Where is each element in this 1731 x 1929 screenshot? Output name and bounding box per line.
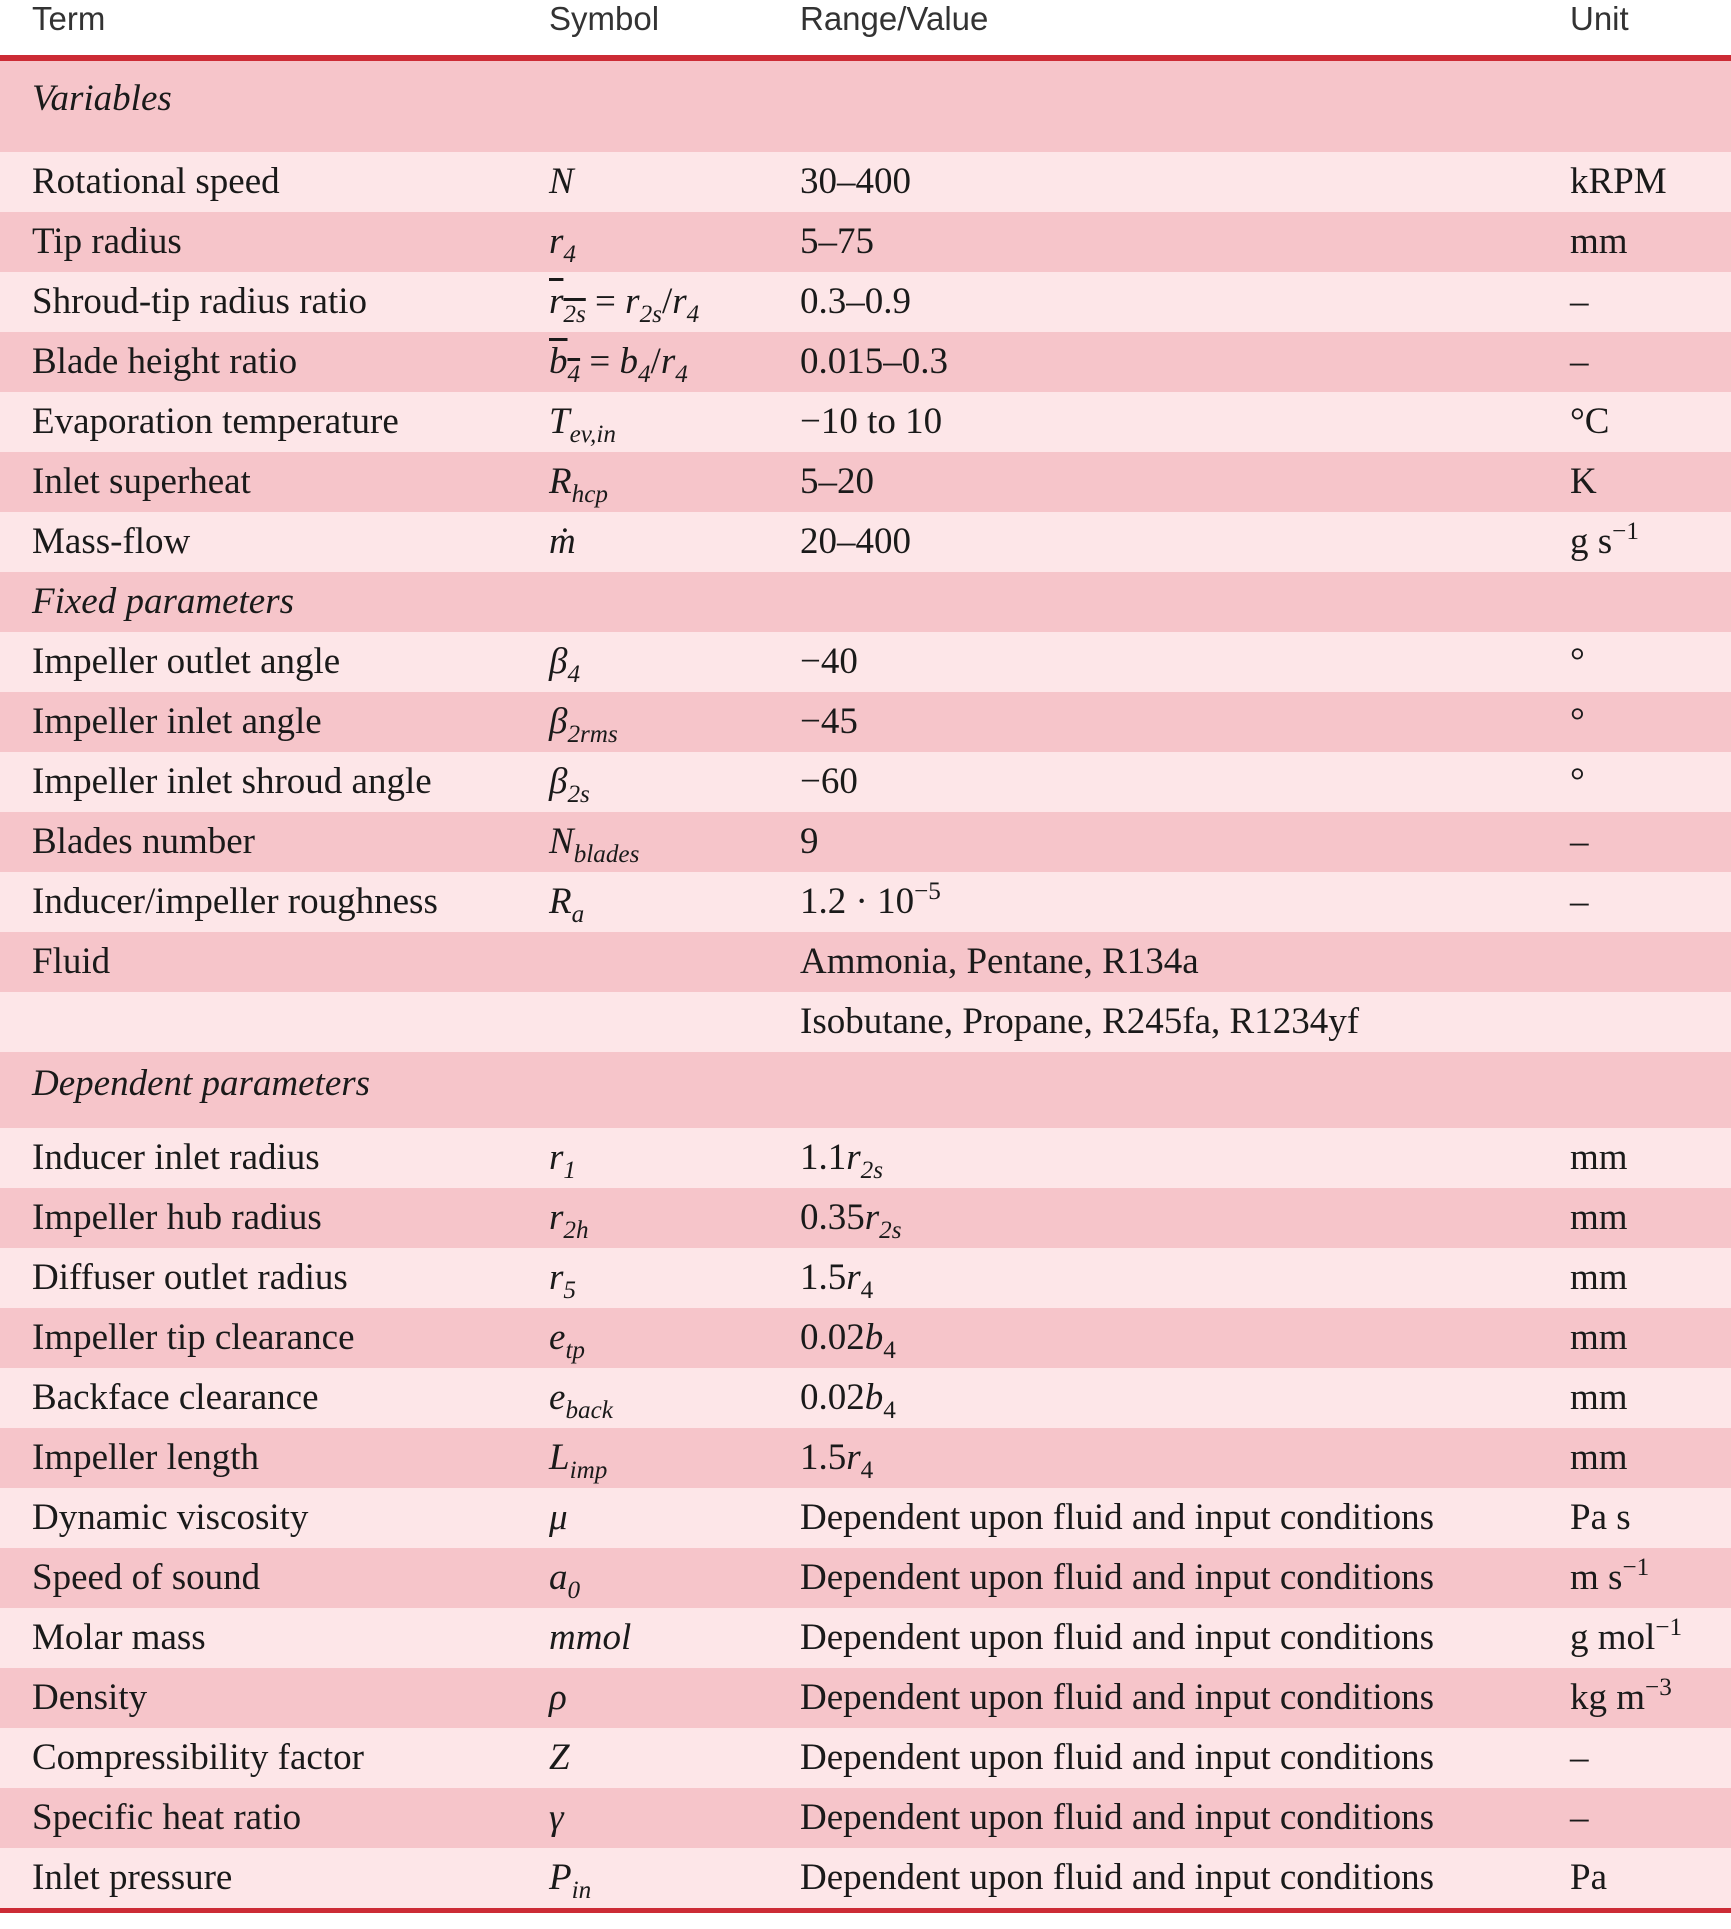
table-row [0,812,1731,872]
symbol-cell [549,212,576,272]
symbol-subscript: 0 [567,1576,581,1604]
table-row [0,1308,1731,1368]
term-cell: Compressibility factor [32,1737,364,1778]
symbol-subscript: a [571,900,585,928]
symbol-subscript: 4 [686,300,700,328]
symbol-text: R [549,881,572,922]
symbol-overline-term [549,281,586,328]
symbol-text: N [549,821,574,862]
term-cell: Impeller outlet angle [32,641,341,682]
symbol-subscript: imp [569,1456,608,1484]
unit-cell: mm [1570,221,1628,262]
unit-exponent: −1 [1622,1554,1650,1582]
section-label: Dependent parameters [32,1063,371,1104]
unit-exponent: −1 [1612,518,1639,546]
table-row [0,392,1731,452]
table-row [0,692,1731,752]
range-cell [800,1128,883,1188]
term-cell: Impeller inlet shroud angle [32,761,432,802]
unit-cell: Pa s [1570,1497,1631,1538]
unit-cell: – [1570,341,1589,382]
symbol-text: R [549,461,572,502]
symbol-text: γ [549,1797,564,1838]
range-cell: −45 [800,701,858,742]
table-row [0,932,1731,992]
range-cell: Ammonia, Pentane, R134a [800,941,1199,982]
symbol-cell [549,1428,607,1488]
term-cell: Inlet pressure [32,1857,233,1898]
range-cell: 20–400 [800,521,911,562]
symbol-cell [549,1248,576,1308]
equals-sign: = [580,341,620,382]
symbol-cell [549,1728,570,1788]
term-cell: Impeller hub radius [32,1197,322,1238]
unit-exponent: −1 [1655,1614,1683,1642]
symbol-text: Z [549,1737,570,1778]
unit-text: kg m [1570,1677,1646,1718]
range-cell [800,1368,896,1428]
table-row [0,1728,1731,1788]
table-row [0,752,1731,812]
section-fixed-parameters [0,572,1731,632]
symbol-subscript: 4 [637,360,651,388]
symbol-cell [549,1188,589,1248]
symbol-cell [549,1548,580,1608]
range-cell [800,1308,896,1368]
symbol-subscript: 2s [639,300,662,328]
unit-text: m s [1570,1557,1623,1598]
range-exponent: −5 [914,878,941,906]
unit-cell [1570,1668,1672,1728]
symbol-cell [549,1848,591,1908]
unit-cell: – [1570,881,1589,922]
unit-text: g s [1570,521,1613,562]
unit-cell: K [1570,461,1597,502]
symbol-subscript: 2s [567,780,590,808]
unit-cell: Pa [1570,1857,1607,1898]
term-cell: Blades number [32,821,255,862]
symbol-subscript: ev,in [569,420,616,448]
term-cell: Fluid [32,941,111,982]
term-cell: Impeller tip clearance [32,1317,355,1358]
unit-cell [1570,512,1639,572]
term-cell: Tip radius [32,221,182,262]
range-symbol: b [864,1377,884,1418]
range-cell: −10 to 10 [800,401,943,442]
table-row [0,1848,1731,1908]
symbol-subscript: 2s [563,300,586,328]
range-cell: Dependent upon fluid and input conditions [800,1497,1435,1538]
table-row [0,272,1731,332]
symbol-text: L [549,1437,570,1478]
table-row [0,1368,1731,1428]
symbol-cell [549,1608,631,1668]
term-cell: Molar mass [32,1617,206,1658]
range-cell [800,1428,873,1488]
term-cell: Inducer inlet radius [32,1137,320,1178]
term-cell: Backface clearance [32,1377,319,1418]
symbol-cell [549,632,580,692]
symbol-cell [549,1668,567,1728]
symbol-text: N [549,161,574,202]
unit-cell: ° [1570,641,1585,682]
symbol-cell [549,392,616,452]
symbol-subscript: tp [565,1336,586,1364]
symbol-text: ṁ [549,521,576,562]
symbol-text: e [549,1317,566,1358]
section-variables [0,61,1731,152]
symbol-text: r [549,1197,564,1238]
range-symbol: r [846,1257,861,1298]
unit-cell: – [1570,281,1589,322]
range-cell: 0.3–0.9 [800,281,911,322]
symbol-subscript: in [571,1876,592,1904]
term-cell: Impeller inlet angle [32,701,322,742]
symbol-subscript: hcp [571,480,608,508]
range-cell: Dependent upon fluid and input conditions [800,1737,1435,1778]
symbol-text: T [549,401,570,442]
symbol-subscript: 4 [563,240,576,268]
table-row [0,212,1731,272]
symbol-subscript: 1 [563,1156,576,1184]
table-row [0,632,1731,692]
term-cell: Diffuser outlet radius [32,1257,348,1298]
term-cell: Shroud-tip radius ratio [32,281,368,322]
term-cell: Density [32,1677,148,1718]
unit-cell: – [1570,1737,1589,1778]
range-subscript: 4 [883,1336,896,1364]
unit-cell: – [1570,1797,1589,1838]
symbol-overline-term [549,341,581,388]
term-cell: Dynamic viscosity [32,1497,309,1538]
range-subscript: 2s [860,1156,884,1184]
symbol-cell [549,872,584,932]
symbol-cell [549,1128,576,1188]
symbol-text: e [549,1377,566,1418]
unit-cell [1570,1548,1649,1608]
symbol-subscript: 4 [675,360,688,388]
unit-cell: mm [1570,1377,1628,1418]
unit-cell: mm [1570,1437,1628,1478]
term-cell: Specific heat ratio [32,1797,302,1838]
range-text: 0.02 [800,1377,865,1418]
symbol-text: P [549,1857,572,1898]
slash: / [650,341,661,382]
symbol-cell [549,692,618,752]
range-text: 1.2 · 10 [800,881,915,922]
range-cell: 9 [800,821,819,862]
symbol-text: r [660,341,676,382]
range-cell: 5–75 [800,221,874,262]
symbol-subscript: 4 [567,360,581,388]
table-row [0,1668,1731,1728]
unit-cell: mm [1570,1197,1628,1238]
term-cell: Mass-flow [32,521,191,562]
symbol-cell [549,452,608,512]
unit-cell [1570,1608,1682,1668]
table-row [0,152,1731,212]
range-symbol: r [864,1197,880,1238]
table-row [0,1128,1731,1188]
symbol-text: b [549,341,568,382]
header-term: Term [32,0,106,37]
table-row [0,1248,1731,1308]
symbol-text: mmol [549,1617,632,1658]
symbol-cell [549,152,574,212]
symbol-text: r [625,281,640,322]
symbol-cell [549,1788,564,1848]
range-subscript: 2s [879,1216,902,1244]
unit-cell: kRPM [1570,161,1667,202]
range-subscript: 4 [883,1396,896,1424]
range-subscript: 4 [860,1456,874,1484]
header-range: Range/Value [800,0,989,37]
symbol-text: β [549,701,568,742]
range-cell: Dependent upon fluid and input conditions [800,1557,1435,1598]
range-cell [800,872,941,932]
unit-cell: ° [1570,701,1585,742]
symbol-text: r [549,1137,564,1178]
term-cell: Impeller length [32,1437,260,1478]
symbol-subscript: 2h [563,1216,589,1244]
range-cell: Dependent upon fluid and input conditions [800,1797,1435,1838]
symbol-text: μ [549,1497,568,1538]
range-text: 1.5 [800,1257,847,1298]
range-text: 0.02 [800,1317,865,1358]
table-row [0,332,1731,392]
range-text: 1.1 [800,1137,847,1178]
symbol-text: ρ [549,1677,567,1718]
table-row [0,1428,1731,1488]
equals-sign: = [585,281,626,322]
term-cell: Speed of sound [32,1557,261,1598]
unit-exponent: −3 [1645,1674,1672,1702]
bottom-rule [0,1908,1731,1913]
symbol-cell [549,332,688,392]
unit-cell: – [1570,821,1589,862]
range-symbol: b [864,1317,884,1358]
symbol-text: β [549,641,568,682]
range-cell: −40 [800,641,858,682]
symbol-cell [549,1488,568,1548]
section-dependent-parameters [0,1052,1731,1128]
symbol-cell [549,752,590,812]
symbol-subscript: back [565,1396,613,1424]
range-cell: Dependent upon fluid and input conditions [800,1617,1435,1658]
range-cell [800,1248,873,1308]
table-row [0,1788,1731,1848]
range-cell: Dependent upon fluid and input conditions [800,1857,1435,1898]
table-row [0,872,1731,932]
header-symbol: Symbol [549,0,660,37]
range-text: 1.5 [800,1437,847,1478]
range-cell: 5–20 [800,461,874,502]
unit-text: g mol [1570,1617,1656,1658]
section-label: Fixed parameters [32,581,295,622]
symbol-cell [549,512,576,572]
slash: / [661,281,673,322]
header-unit: Unit [1570,0,1629,37]
range-cell [800,1188,902,1248]
term-cell: Evaporation temperature [32,401,399,442]
symbol-subscript: 4 [567,660,581,688]
section-label: Variables [32,78,172,119]
table-row [0,1608,1731,1668]
range-subscript: 4 [860,1276,874,1304]
symbol-text: β [549,761,568,802]
table-row [0,452,1731,512]
range-cell: Dependent upon fluid and input conditions [800,1677,1435,1718]
term-cell: Blade height ratio [32,341,298,382]
table-row [0,1548,1731,1608]
range-symbol: r [846,1437,861,1478]
symbol-cell [549,1308,585,1368]
unit-cell: mm [1570,1137,1628,1178]
unit-cell: °C [1570,401,1610,442]
symbol-cell [549,272,699,332]
range-symbol: r [846,1137,861,1178]
range-text: 0.35 [800,1197,865,1238]
table-row [0,1488,1731,1548]
symbol-cell [549,1368,613,1428]
symbol-text: r [549,281,564,322]
unit-cell: mm [1570,1257,1628,1298]
unit-cell: ° [1570,761,1585,802]
symbol-text: r [549,1257,564,1298]
range-cell: −60 [800,761,858,802]
symbol-subscript: 2rms [567,720,618,748]
term-cell: Rotational speed [32,161,280,202]
range-cell: Isobutane, Propane, R245fa, R1234yf [800,1001,1360,1042]
symbol-text: b [619,341,638,382]
symbol-cell [549,812,639,872]
table-row [0,1188,1731,1248]
symbol-text: r [549,221,564,262]
symbol-text: a [549,1557,568,1598]
unit-cell: mm [1570,1317,1628,1358]
symbol-text: r [672,281,687,322]
range-cell: 30–400 [800,161,911,202]
table-row [0,992,1731,1052]
symbol-subscript: 5 [563,1276,576,1304]
symbol-subscript: blades [573,840,640,868]
term-cell: Inlet superheat [32,461,251,502]
range-cell: 0.015–0.3 [800,341,948,382]
table-row [0,512,1731,572]
term-cell: Inducer/impeller roughness [32,881,438,922]
table-header [0,0,1731,55]
